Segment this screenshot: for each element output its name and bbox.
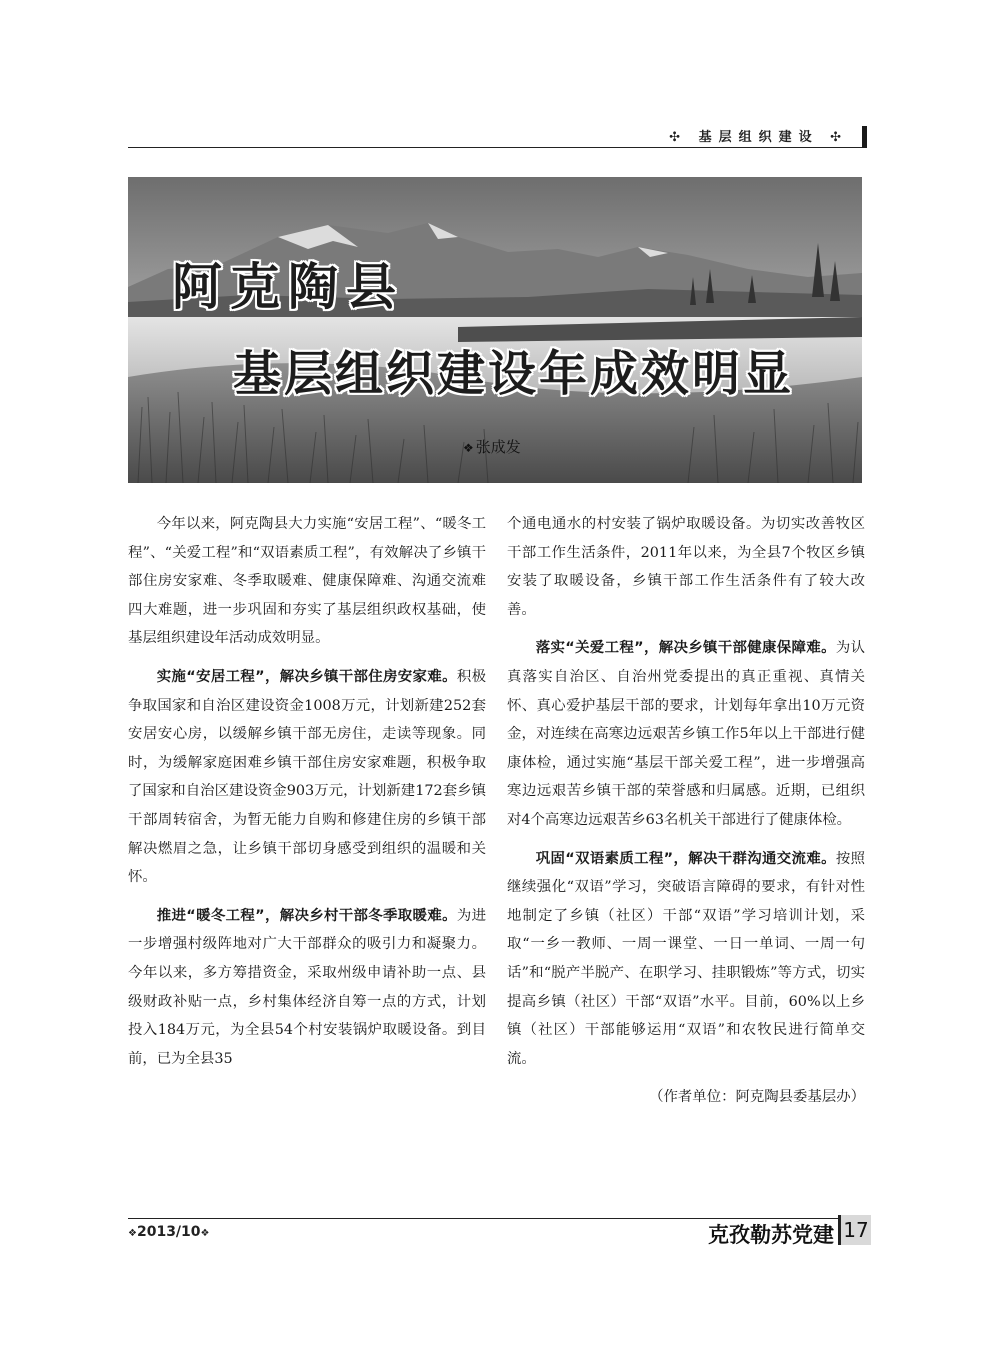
- diamond-icon: ❖: [463, 441, 474, 455]
- page-number: 17: [838, 1215, 871, 1245]
- paragraph-lead: 落实“关爱工程”，解决乡镇干部健康保障难。: [535, 640, 836, 657]
- article-column-left: [128, 510, 486, 1083]
- article-title-line2: 基层组织建设年成效明显: [233, 346, 795, 402]
- header-edge-mark: [862, 126, 867, 148]
- author-name: 张成发: [475, 438, 521, 456]
- diamond-icon: ❖: [200, 1228, 210, 1239]
- paragraph-lead: 实施“安居工程”，解决乡镇干部住房安家难。: [156, 668, 457, 685]
- article-title-line1: 阿克陶县: [172, 258, 404, 316]
- byline: [463, 436, 521, 457]
- article-paragraph-continued: 个通电通水的村安装了锅炉取暖设备。为切实改善牧区干部工作生活条件，2011年以来，为全县7个牧区乡镇安装了取暖设备，乡镇干部工作生活条件有了较大改善。: [507, 516, 865, 618]
- paragraph-lead: 推进“暖冬工程”，解决乡村干部冬季取暖难。: [156, 907, 457, 924]
- article-paragraph: [128, 510, 486, 653]
- issue-text: 2013/10: [136, 1224, 201, 1240]
- article-column-right: [507, 510, 865, 1122]
- issue-number: [128, 1224, 210, 1240]
- paragraph-text: 按照继续强化“双语”学习，突破语言障碍的要求，有针对性地制定了乡镇（社区）干部“双语”学习培训计划，采取“一乡一教师、一周一课堂、一日一单词、一周一句话”和“脱产半脱产、在职学习、挂职锻炼”等方式，切实提高乡镇（社区）干部“双语”水平。目前，60%以上乡镇（社区）干部能够运用“双语”和农牧民进行简单交流。: [507, 850, 865, 1067]
- article-paragraph: [507, 845, 865, 1074]
- diamond-icon: ❖: [128, 1228, 137, 1239]
- paragraph-text: 今年以来，阿克陶县大力实施“安居工程”、“暖冬工程”、“关爱工程”和“双语素质工程”，有效解决了乡镇干部住房安家难、冬季取暖难、健康保障难、沟通交流难四大难题，进一步巩固和夯实了基层组织政权基础，使基层组织建设年活动成效明显。: [128, 516, 486, 647]
- paragraph-lead: 巩固“双语素质工程”，解决干群沟通交流难。: [535, 850, 836, 867]
- author-affiliation: （作者单位：阿克陶县委基层办）: [649, 1089, 865, 1106]
- magazine-name: 克孜勒苏党建: [708, 1223, 834, 1247]
- article-paragraph: [128, 902, 486, 1074]
- paragraph-text: 积极争取国家和自治区建设资金1008万元，计划新建252套安居安心房，以缓解乡镇干部无房住，走读等现象。同时，为缓解家庭困难乡镇干部住房安家难题，积极争取了国家和自治区建设资金903万元，计划新建172套乡镇干部周转宿舍，为暂无能力自购和修建住房的乡镇干部解决燃眉之急，让乡镇干部切身感受到组织的温暖和关怀。: [128, 668, 486, 886]
- paragraph-text: 为进一步增强村级阵地对广大干部群众的吸引力和凝聚力。今年以来，多方筹措资金，采取州级申请补助一点、县级财政补贴一点，乡村集体经济自筹一点的方式，计划投入184万元，为全县54个村安装锅炉取暖设备。到目前，已为全县35: [128, 907, 486, 1067]
- section-label: ✣ 基层组织建设 ✣: [669, 130, 848, 145]
- paragraph-text: 为认真落实自治区、自治州党委提出的真正重视、真情关怀、真心爱护基层干部的要求，计划每年拿出10万元资金，对连续在高寒边远艰苦乡镇工作5年以上干部进行健康体检，通过实施“基层干部关爱工程”，进一步增强高寒边远艰苦乡镇干部的荣誉感和归属感。近期，已组织对4个高寒边远艰苦乡63名机关干部进行了健康体检。: [507, 640, 865, 828]
- section-header: [128, 125, 862, 148]
- article-paragraph: [507, 634, 865, 834]
- hero-image: [128, 177, 862, 483]
- article-paragraph: [128, 663, 486, 892]
